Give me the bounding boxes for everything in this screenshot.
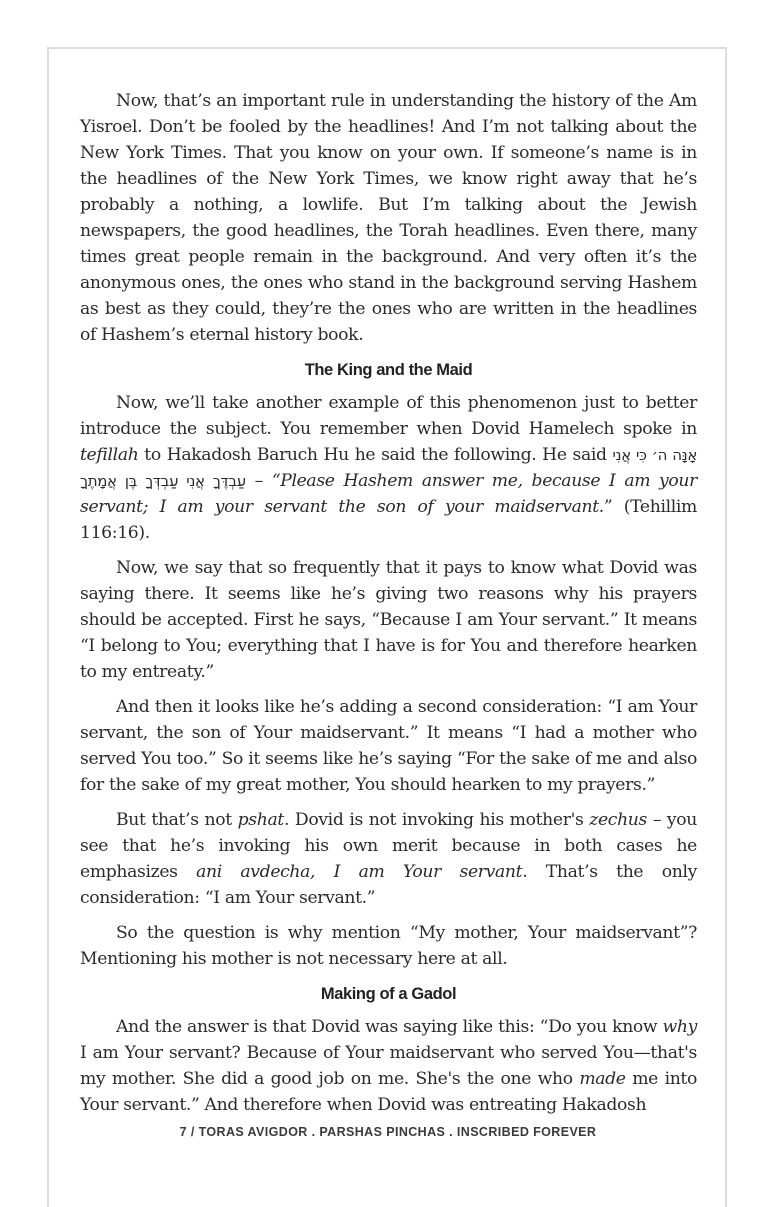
paragraph-second-consideration: And then it looks like he’s adding a second consideration: “I am Your servant, the son of Your maidservant.” It means “I had a mother who served You too.” So it seems like he’s saying “For the sake of me and also for the sake of my great mother, You should hearken to my prayers.” [80, 697, 697, 795]
text: . That’s the only consideration: “I am Your servant.” [80, 862, 697, 908]
italic-term: made [579, 1069, 626, 1089]
text: And the answer is that Dovid was saying like this: “Do you know [116, 1017, 663, 1037]
verse-translation: “Please Hashem answer me, because I am your servant; I am your servant the son of your maidservant. [80, 471, 697, 517]
italic-term: tefillah [80, 445, 139, 465]
paragraph-tehillim [80, 390, 697, 546]
text: I am Your servant? Because of Your maidservant who served You—that's my mother. She did a good job on me. She's the one who [80, 1043, 697, 1089]
paragraph-pshat [80, 807, 697, 911]
section-heading-king-and-maid: The King and the Maid [304, 361, 473, 379]
page-footer: 7 / TORAS AVIGDOR . PARSHAS PINCHAS . INSCRIBED FOREVER [179, 1125, 597, 1139]
paragraph-headlines: Now, that’s an important rule in understanding the history of the Am Yisroel. Don’t be fooled by the headlines! And I’m not talking about the New York Times. That you know on your own. If someone’s name is in the headlines of the New York Times, we know right away that he’s probably a nothing, a lowlife. But I’m talking about the Jewish newspapers, the good headlines, the Torah headlines. Even there, many times great people remain in the background. And very often it’s the anonymous ones, the ones who stand in the background serving Hashem as best as they could, they’re the ones who are written in the headlines of Hashem’s eternal history book. [80, 91, 697, 345]
italic-term: why [662, 1017, 697, 1037]
section-heading-making-of-gadol: Making of a Gadol [320, 985, 457, 1003]
paragraph-answer [80, 1014, 697, 1118]
text: Now, we’ll take another example of this phenomenon just to better introduce the subject. You remember when Dovid Hamelech spoke in [80, 393, 697, 439]
paragraph-two-reasons: Now, we say that so frequently that it pays to know what Dovid was saying there. It seems like he’s giving two reasons why his prayers should be accepted. First he says, “Because I am Your servant.” It means “I belong to You; everything that I have is for You and therefore hearken to my entreaty.” [80, 558, 697, 682]
page-body [80, 88, 697, 1127]
text: – you see that he’s invoking his own merit because in both cases he emphasizes [80, 810, 697, 882]
text: . Dovid is not invoking his mother's [283, 810, 590, 830]
italic-term: pshat [237, 810, 284, 830]
paragraph-question: So the question is why mention “My mother, Your maidservant”? Mentioning his mother is not necessary here at all. [80, 923, 697, 969]
hebrew-verse: אָנָּה ה׳ כִּי אֲנִי עַבְדֶּךָ אֲנִי עַבְדְּךָ בֶּן אֲמָתֶךָ [80, 446, 698, 490]
italic-term: ani avdecha, I am Your servant [196, 862, 523, 882]
text: But that’s not [116, 810, 238, 830]
text: – [245, 471, 272, 491]
italic-term: zechus [589, 810, 647, 830]
text: to Hakadosh Baruch Hu he said the following. He said [138, 445, 613, 465]
citation: ” (Tehillim 116:16). [80, 497, 697, 543]
text: me into Your servant.” And therefore when Dovid was entreating Hakadosh [80, 1069, 697, 1115]
